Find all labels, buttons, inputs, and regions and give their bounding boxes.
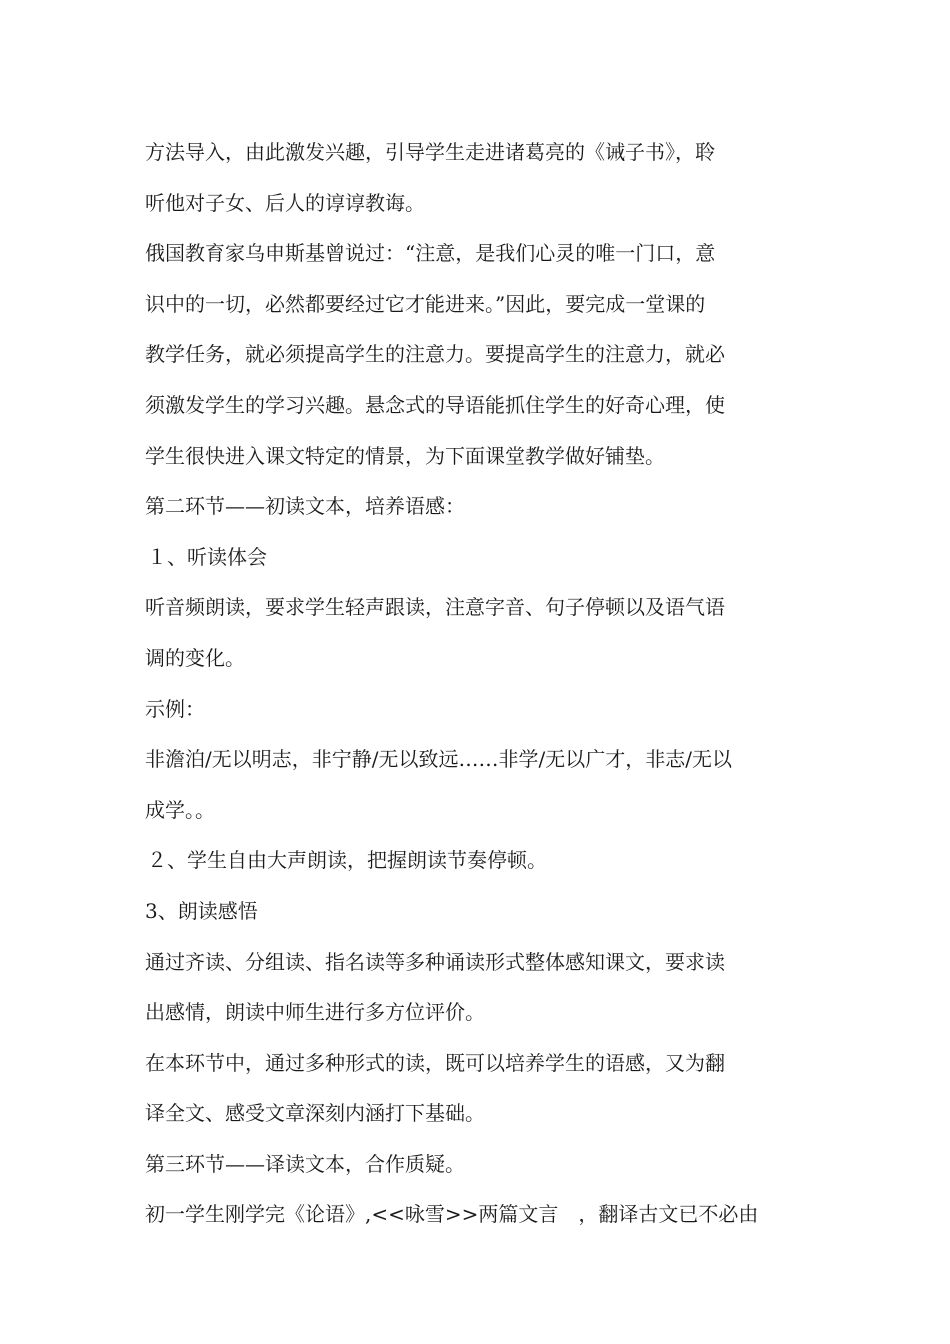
document-body: [145, 127, 810, 1240]
paragraph-line: 听音频朗读，要求学生轻声跟读，注意字音、句子停顿以及语气语: [145, 595, 725, 620]
subsection-heading: 3、朗读感悟: [145, 898, 258, 923]
subsection-heading: ２、学生自由大声朗读，把握朗读节奏停顿。: [147, 848, 547, 873]
paragraph-line: 方法导入，由此激发兴趣，引导学生走进诸葛亮的《诫子书》，聆: [145, 140, 715, 164]
paragraph-line: 须激发学生的学习兴趣。悬念式的导语能抓住学生的好奇心理，使: [145, 392, 725, 417]
paragraph-line: 学生很快进入课文特定的情景，为下面课堂教学做好铺垫。: [145, 443, 665, 468]
paragraph-line: 教学任务，就必须提高学生的注意力。要提高学生的注意力，就必: [145, 342, 725, 367]
paragraph-line: 出感情，朗读中师生进行多方位评价。: [145, 1000, 485, 1025]
paragraph-line: 通过齐读、分组读、指名读等多种诵读形式整体感知课文，要求读: [145, 949, 725, 974]
paragraph-line: 译全文、感受文章深刻内涵打下基础。: [145, 1101, 485, 1126]
paragraph-line: 听他对子女、后人的谆谆教诲。: [145, 190, 425, 215]
subsection-heading: １、听读体会: [147, 544, 267, 569]
paragraph-line: 调的变化。: [145, 645, 245, 670]
section-heading: 第二环节——初读文本，培养语感：: [145, 494, 465, 519]
paragraph-line: 俄国教育家乌申斯基曾说过：“注意，是我们心灵的唯一门口，意: [145, 241, 716, 266]
example-label: 示例：: [145, 696, 205, 721]
section-heading: 第三环节——译读文本，合作质疑。: [145, 1151, 465, 1176]
paragraph-line: 初一学生刚学完《论语》,<<咏雪>>两篇文言 ，翻译古文已不必由: [145, 1202, 759, 1227]
example-text: 成学。。: [145, 797, 215, 822]
paragraph-line: 识中的一切，必然都要经过它才能进来。”因此，要完成一堂课的: [145, 291, 706, 316]
paragraph-line: 在本环节中，通过多种形式的读，既可以培养学生的语感，又为翻: [145, 1050, 725, 1075]
example-text: 非澹泊/无以明志，非宁静/无以致远……非学/无以广才，非志/无以: [145, 747, 732, 772]
